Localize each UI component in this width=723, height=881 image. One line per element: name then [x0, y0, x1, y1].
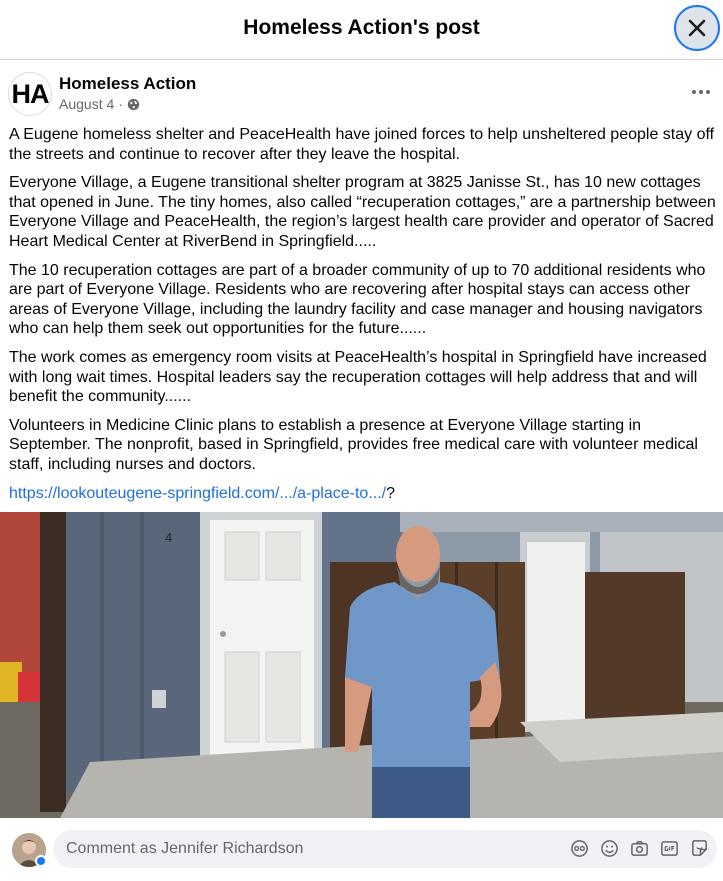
globe-icon — [127, 98, 140, 111]
profile-switch-badge — [35, 855, 47, 867]
modal-title: Homeless Action's post — [243, 16, 480, 39]
link-suffix: ? — [386, 484, 395, 502]
comment-tools — [570, 839, 709, 858]
post-photo[interactable] — [0, 512, 723, 818]
more-options-button[interactable] — [689, 82, 713, 102]
post-paragraph: A Eugene homeless shelter and PeaceHealth have joined forces to help unsheltered people stay off the streets and continue to recover after they leave the hospital. — [9, 126, 715, 163]
meta-separator: · — [118, 96, 123, 112]
photo-illustration — [0, 512, 723, 818]
post-paragraph: Volunteers in Medicine Clinic plans to establish a presence at Everyone Village starting in September. The nonprofit, based in Springfield, provides free medical care with volunteer medical staff, including nurses and doctors. — [9, 416, 698, 473]
more-dot — [699, 90, 703, 94]
sticker-icon[interactable] — [690, 839, 709, 858]
post-meta — [59, 96, 140, 112]
article-link[interactable]: https://lookouteugene-springfield.com/.../a-place-to.../ — [9, 484, 387, 502]
modal-header — [0, 0, 723, 60]
comment-bar — [0, 818, 723, 881]
gif-icon[interactable] — [660, 839, 679, 858]
camera-icon[interactable] — [630, 839, 649, 858]
emoji-icon[interactable] — [600, 839, 619, 858]
post-header — [0, 60, 723, 124]
post-paragraph: Everyone Village, a Eugene transitional shelter program at 3825 Janisse St., has 10 new cottages that opened in June. The tiny homes, also called “recuperation cottages,” are a partnership between Everyone Village and PeaceHealth, the region’s largest health care provider and operator of Sacred Heart Medical Center at RiverBend in Springfield..... — [9, 174, 716, 250]
post-link-line — [9, 484, 721, 504]
close-icon — [687, 18, 707, 38]
comment-placeholder: Comment as Jennifer Richardson — [66, 840, 304, 857]
cottage-number: 4 — [165, 530, 173, 545]
more-dot — [692, 90, 696, 94]
more-dot — [706, 90, 710, 94]
post-body — [9, 125, 721, 512]
close-button[interactable] — [674, 5, 720, 51]
post-paragraph: The work comes as emergency room visits at PeaceHealth’s hospital in Springfield have increased with long wait times. Hospital leaders say the recuperation cottages will help address that and will benefit the community...... — [9, 348, 707, 406]
page-name-link[interactable]: Homeless Action — [59, 74, 197, 93]
comment-input[interactable] — [53, 830, 717, 868]
page-avatar[interactable]: HA — [8, 72, 52, 116]
post-paragraph: The 10 recuperation cottages are part of a broader community of up to 70 additional residents who are part of Everyone Village. Residents who are recovering after hospital stays can access other areas of Everyone Village, including the laundry facility and case manager and housing navigators who can help them seek out opportunities for the future...... — [9, 261, 706, 338]
avatar-sticker-icon[interactable] — [570, 839, 589, 858]
post-date[interactable]: August 4 — [59, 96, 115, 112]
